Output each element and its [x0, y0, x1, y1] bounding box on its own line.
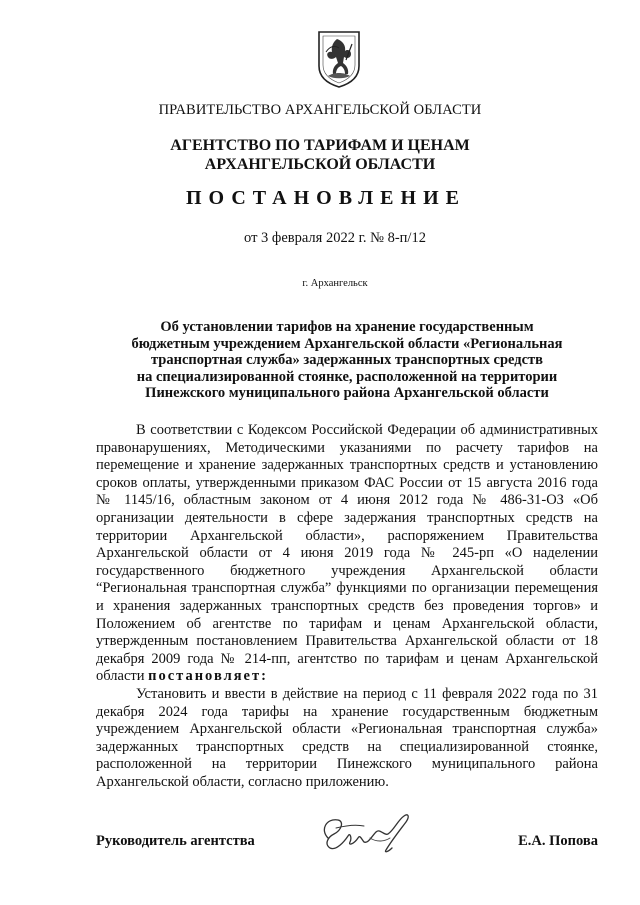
subject-line: на специализированной стоянке, расположенной на территории [136, 368, 558, 385]
signatory-name: Е.А. Попова [518, 833, 598, 849]
document-date-number: от 3 февраля 2022 г. № 8-п/12 [244, 230, 426, 246]
subject-line: транспортная служба» задержанных транспортных средств [150, 352, 543, 368]
signature-icon [314, 808, 426, 860]
subject-line: бюджетным учреждением Архангельской области «Региональная [131, 335, 563, 352]
body-paragraph: Установить и ввести в действие на период с 11 февраля 2022 года по 31 декабря 2024 года тарифы на хранение государственным бюджетным учреждением Архангельской области «Региональная транспортная служба» задержанных транспортных средств на специализированной стоянке, расположенной на территории Пинежского муниципального района Архангельской области, согласно приложению. [96, 685, 598, 790]
agency-name-line: АГЕНТСТВО ПО ТАРИФАМ И ЦЕНАМ [170, 137, 470, 154]
subject-line: Пинежского муниципального района Архангельской области [145, 385, 549, 401]
agency-name [0, 136, 640, 174]
document-type: ПОСТАНОВЛЕНИЕ [186, 187, 466, 209]
document-body [96, 422, 598, 791]
paragraph-text: В соответствии с Кодексом Российской Федерации об административных правонарушениях, Методическими указаниями по расчету тарифов на перемещение и хранение задержанных транспортных средств и установлению сроков оплаты, утвержденными приказом ФАС России от 15 августа 2016 года № 1145/16, областным законом от 4 июня 2012 года № 486-31-ОЗ «Об организации деятельности в сфере задержания транспортных средств на территории Архангельской области», распоряжением Правительства Архангельской области от 4 июня 2019 года № 245-рп «О наделении государственного бюджетного учреждения Архангельской области “Региональная транспортная служба” функциями по организации перемещения и хранения задержанных транспортных средств без проведения торгов» и Положением об агентстве по тарифам и ценам Архангельской области, утвержденным постановлением Правительства Архангельской области от 18 декабря 2009 года № 214-пп, агентство по тарифам и ценам Архангельской области [96, 422, 598, 685]
agency-name-line: АРХАНГЕЛЬСКОЙ ОБЛАСТИ [204, 156, 436, 173]
body-paragraph [96, 422, 598, 686]
subject-line: Об установлении тарифов на хранение государственным [160, 319, 534, 335]
document-city: г. Архангельск [302, 278, 368, 289]
coat-of-arms-icon [316, 30, 362, 88]
resolves-keyword: постановляет: [148, 668, 268, 685]
signatory-position: Руководитель агентства [96, 833, 255, 849]
document-subject [96, 319, 598, 402]
government-name: ПРАВИТЕЛЬСТВО АРХАНГЕЛЬСКОЙ ОБЛАСТИ [158, 102, 482, 118]
